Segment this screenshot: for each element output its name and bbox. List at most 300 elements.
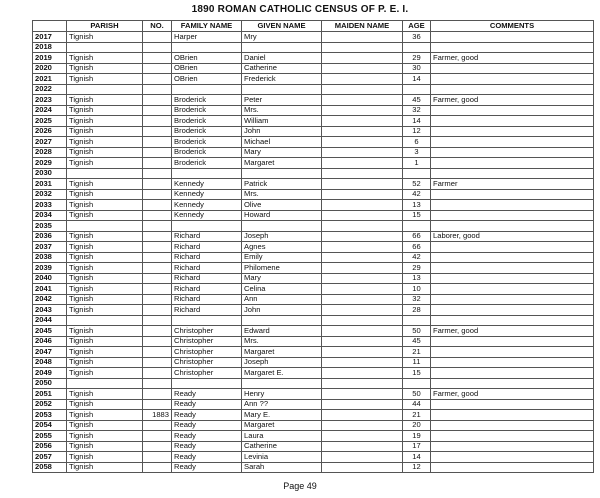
cell-parish: Tignish <box>67 305 143 316</box>
cell-no <box>143 84 172 95</box>
cell-no <box>143 441 172 452</box>
cell-family-name: Christopher <box>172 347 242 358</box>
cell-row-number: 2039 <box>33 263 67 274</box>
cell-row-number: 2045 <box>33 326 67 337</box>
cell-maiden-name <box>322 200 403 211</box>
cell-comments <box>431 42 594 53</box>
cell-row-number: 2037 <box>33 242 67 253</box>
cell-parish <box>67 378 143 389</box>
cell-family-name: Ready <box>172 462 242 473</box>
cell-row-number: 2053 <box>33 410 67 421</box>
cell-comments <box>431 305 594 316</box>
cell-row-number: 2029 <box>33 158 67 169</box>
cell-no <box>143 273 172 284</box>
cell-age: 42 <box>403 189 431 200</box>
cell-family-name: Richard <box>172 263 242 274</box>
column-header-row-number <box>33 21 67 32</box>
cell-family-name <box>172 378 242 389</box>
cell-no <box>143 420 172 431</box>
table-row <box>33 326 594 337</box>
cell-parish: Tignish <box>67 105 143 116</box>
cell-age: 30 <box>403 63 431 74</box>
cell-no <box>143 357 172 368</box>
column-header-no: NO. <box>143 21 172 32</box>
cell-comments <box>431 221 594 232</box>
cell-maiden-name <box>322 32 403 43</box>
cell-comments <box>431 357 594 368</box>
table-row <box>33 74 594 85</box>
table-row <box>33 147 594 158</box>
cell-parish: Tignish <box>67 116 143 127</box>
cell-comments <box>431 168 594 179</box>
cell-maiden-name <box>322 347 403 358</box>
document-title: 1890 ROMAN CATHOLIC CENSUS OF P. E. I. <box>191 4 409 15</box>
cell-given-name <box>242 84 322 95</box>
table-row <box>33 284 594 295</box>
cell-no <box>143 231 172 242</box>
cell-parish: Tignish <box>67 158 143 169</box>
table-row <box>33 263 594 274</box>
cell-maiden-name <box>322 336 403 347</box>
cell-age: 21 <box>403 410 431 421</box>
table-row <box>33 200 594 211</box>
cell-given-name: Mary E. <box>242 410 322 421</box>
cell-comments: Farmer, good <box>431 53 594 64</box>
table-row <box>33 399 594 410</box>
cell-parish: Tignish <box>67 242 143 253</box>
cell-comments <box>431 336 594 347</box>
cell-comments: Farmer, good <box>431 389 594 400</box>
cell-family-name: Ready <box>172 431 242 442</box>
cell-family-name: Ready <box>172 420 242 431</box>
cell-no <box>143 263 172 274</box>
cell-age: 10 <box>403 284 431 295</box>
cell-age: 15 <box>403 210 431 221</box>
cell-parish: Tignish <box>67 389 143 400</box>
table-row <box>33 231 594 242</box>
cell-parish: Tignish <box>67 126 143 137</box>
column-header-comments: COMMENTS <box>431 21 594 32</box>
cell-no <box>143 147 172 158</box>
table-row <box>33 189 594 200</box>
cell-given-name: Joseph <box>242 231 322 242</box>
cell-comments <box>431 452 594 463</box>
cell-row-number: 2038 <box>33 252 67 263</box>
cell-no: 1883 <box>143 410 172 421</box>
page-number: Page 49 <box>283 481 317 491</box>
cell-age: 29 <box>403 263 431 274</box>
cell-no <box>143 116 172 127</box>
cell-age <box>403 84 431 95</box>
cell-comments <box>431 431 594 442</box>
cell-no <box>143 126 172 137</box>
cell-maiden-name <box>322 399 403 410</box>
cell-family-name: Broderick <box>172 95 242 106</box>
cell-age: 20 <box>403 420 431 431</box>
cell-no <box>143 221 172 232</box>
cell-family-name: Kennedy <box>172 200 242 211</box>
cell-no <box>143 378 172 389</box>
cell-age: 3 <box>403 147 431 158</box>
cell-comments <box>431 263 594 274</box>
cell-parish: Tignish <box>67 410 143 421</box>
cell-row-number: 2033 <box>33 200 67 211</box>
cell-given-name: Mary <box>242 147 322 158</box>
cell-given-name: Michael <box>242 137 322 148</box>
cell-maiden-name <box>322 137 403 148</box>
cell-row-number: 2036 <box>33 231 67 242</box>
cell-given-name: Catherine <box>242 441 322 452</box>
cell-maiden-name <box>322 441 403 452</box>
cell-family-name: Broderick <box>172 105 242 116</box>
table-row <box>33 294 594 305</box>
cell-age: 45 <box>403 336 431 347</box>
census-table-body <box>33 32 594 473</box>
cell-comments <box>431 210 594 221</box>
cell-maiden-name <box>322 84 403 95</box>
table-row <box>33 137 594 148</box>
cell-given-name: Joseph <box>242 357 322 368</box>
cell-maiden-name <box>322 53 403 64</box>
cell-given-name: Edward <box>242 326 322 337</box>
cell-age: 6 <box>403 137 431 148</box>
column-header-family-name: FAMILY NAME <box>172 21 242 32</box>
table-row <box>33 32 594 43</box>
cell-parish: Tignish <box>67 231 143 242</box>
cell-comments <box>431 147 594 158</box>
cell-age: 36 <box>403 32 431 43</box>
cell-age: 15 <box>403 368 431 379</box>
cell-no <box>143 462 172 473</box>
cell-parish: Tignish <box>67 347 143 358</box>
cell-given-name: Mrs. <box>242 105 322 116</box>
cell-family-name: Broderick <box>172 116 242 127</box>
cell-no <box>143 252 172 263</box>
cell-maiden-name <box>322 410 403 421</box>
table-row <box>33 305 594 316</box>
cell-row-number: 2021 <box>33 74 67 85</box>
cell-comments <box>431 116 594 127</box>
cell-family-name: OBrien <box>172 53 242 64</box>
cell-maiden-name <box>322 315 403 326</box>
cell-row-number: 2049 <box>33 368 67 379</box>
cell-age: 14 <box>403 74 431 85</box>
cell-row-number: 2034 <box>33 210 67 221</box>
cell-age: 14 <box>403 452 431 463</box>
cell-age <box>403 42 431 53</box>
cell-comments <box>431 105 594 116</box>
cell-parish: Tignish <box>67 368 143 379</box>
cell-family-name: OBrien <box>172 74 242 85</box>
cell-no <box>143 431 172 442</box>
cell-family-name: Richard <box>172 242 242 253</box>
cell-no <box>143 95 172 106</box>
cell-parish: Tignish <box>67 189 143 200</box>
cell-no <box>143 284 172 295</box>
cell-age: 45 <box>403 95 431 106</box>
cell-given-name: John <box>242 305 322 316</box>
cell-maiden-name <box>322 431 403 442</box>
cell-maiden-name <box>322 221 403 232</box>
cell-given-name: Henry <box>242 389 322 400</box>
cell-no <box>143 42 172 53</box>
cell-family-name: Broderick <box>172 137 242 148</box>
cell-comments <box>431 462 594 473</box>
cell-age: 11 <box>403 357 431 368</box>
cell-row-number: 2022 <box>33 84 67 95</box>
cell-age: 42 <box>403 252 431 263</box>
cell-age: 12 <box>403 126 431 137</box>
cell-given-name: Levinia <box>242 452 322 463</box>
cell-no <box>143 74 172 85</box>
cell-age: 12 <box>403 462 431 473</box>
cell-parish: Tignish <box>67 252 143 263</box>
cell-family-name: Harper <box>172 32 242 43</box>
cell-row-number: 2042 <box>33 294 67 305</box>
header-row <box>33 21 594 32</box>
cell-family-name <box>172 42 242 53</box>
cell-comments <box>431 410 594 421</box>
cell-row-number: 2032 <box>33 189 67 200</box>
cell-no <box>143 32 172 43</box>
cell-parish: Tignish <box>67 326 143 337</box>
cell-parish <box>67 84 143 95</box>
cell-no <box>143 399 172 410</box>
cell-parish: Tignish <box>67 263 143 274</box>
cell-parish <box>67 168 143 179</box>
cell-given-name <box>242 42 322 53</box>
cell-parish: Tignish <box>67 32 143 43</box>
cell-maiden-name <box>322 158 403 169</box>
cell-parish: Tignish <box>67 462 143 473</box>
cell-maiden-name <box>322 210 403 221</box>
cell-row-number: 2050 <box>33 378 67 389</box>
cell-age: 17 <box>403 441 431 452</box>
cell-given-name: Mary <box>242 273 322 284</box>
cell-no <box>143 210 172 221</box>
cell-age: 19 <box>403 431 431 442</box>
cell-given-name: Frederick <box>242 74 322 85</box>
table-row <box>33 221 594 232</box>
cell-given-name: Sarah <box>242 462 322 473</box>
cell-given-name: William <box>242 116 322 127</box>
table-row <box>33 462 594 473</box>
cell-given-name: Daniel <box>242 53 322 64</box>
cell-maiden-name <box>322 462 403 473</box>
cell-row-number: 2017 <box>33 32 67 43</box>
cell-given-name: Emily <box>242 252 322 263</box>
cell-given-name: Patrick <box>242 179 322 190</box>
cell-given-name: Mrs. <box>242 336 322 347</box>
cell-comments <box>431 63 594 74</box>
cell-family-name: Richard <box>172 231 242 242</box>
cell-maiden-name <box>322 126 403 137</box>
cell-comments <box>431 189 594 200</box>
cell-comments <box>431 368 594 379</box>
cell-parish: Tignish <box>67 210 143 221</box>
cell-no <box>143 336 172 347</box>
table-row <box>33 273 594 284</box>
cell-given-name: Margaret <box>242 347 322 358</box>
cell-parish: Tignish <box>67 284 143 295</box>
cell-row-number: 2024 <box>33 105 67 116</box>
cell-given-name: Ann <box>242 294 322 305</box>
cell-comments <box>431 378 594 389</box>
cell-age: 66 <box>403 242 431 253</box>
cell-row-number: 2019 <box>33 53 67 64</box>
cell-row-number: 2041 <box>33 284 67 295</box>
cell-family-name: Ready <box>172 410 242 421</box>
table-row <box>33 63 594 74</box>
cell-no <box>143 368 172 379</box>
cell-maiden-name <box>322 378 403 389</box>
cell-age: 32 <box>403 294 431 305</box>
cell-no <box>143 105 172 116</box>
cell-maiden-name <box>322 368 403 379</box>
cell-row-number: 2058 <box>33 462 67 473</box>
cell-comments <box>431 441 594 452</box>
cell-maiden-name <box>322 420 403 431</box>
cell-parish: Tignish <box>67 53 143 64</box>
cell-row-number: 2028 <box>33 147 67 158</box>
table-row <box>33 42 594 53</box>
cell-age: 50 <box>403 389 431 400</box>
cell-family-name: Kennedy <box>172 179 242 190</box>
cell-no <box>143 452 172 463</box>
table-row <box>33 357 594 368</box>
cell-maiden-name <box>322 63 403 74</box>
table-row <box>33 420 594 431</box>
cell-age <box>403 378 431 389</box>
cell-comments <box>431 399 594 410</box>
cell-given-name: Margaret <box>242 158 322 169</box>
cell-maiden-name <box>322 389 403 400</box>
table-row <box>33 158 594 169</box>
cell-no <box>143 179 172 190</box>
cell-family-name: Richard <box>172 284 242 295</box>
cell-no <box>143 168 172 179</box>
cell-no <box>143 294 172 305</box>
cell-no <box>143 347 172 358</box>
cell-age: 44 <box>403 399 431 410</box>
cell-given-name <box>242 221 322 232</box>
cell-parish <box>67 221 143 232</box>
cell-comments <box>431 420 594 431</box>
cell-comments <box>431 126 594 137</box>
cell-given-name: Olive <box>242 200 322 211</box>
cell-given-name: Margaret <box>242 420 322 431</box>
cell-family-name: Kennedy <box>172 189 242 200</box>
cell-no <box>143 137 172 148</box>
table-row <box>33 179 594 190</box>
cell-parish: Tignish <box>67 399 143 410</box>
cell-given-name: Peter <box>242 95 322 106</box>
cell-family-name: Christopher <box>172 326 242 337</box>
cell-age: 66 <box>403 231 431 242</box>
cell-parish: Tignish <box>67 95 143 106</box>
cell-given-name: Margaret E. <box>242 368 322 379</box>
cell-comments <box>431 200 594 211</box>
cell-no <box>143 305 172 316</box>
table-row <box>33 452 594 463</box>
cell-comments: Laborer, good <box>431 231 594 242</box>
cell-parish: Tignish <box>67 441 143 452</box>
cell-given-name: John <box>242 126 322 137</box>
cell-row-number: 2052 <box>33 399 67 410</box>
cell-given-name: Celina <box>242 284 322 295</box>
table-row <box>33 368 594 379</box>
cell-maiden-name <box>322 95 403 106</box>
cell-family-name: Richard <box>172 294 242 305</box>
cell-family-name: Ready <box>172 399 242 410</box>
cell-comments <box>431 137 594 148</box>
cell-maiden-name <box>322 147 403 158</box>
cell-age: 13 <box>403 200 431 211</box>
cell-comments <box>431 252 594 263</box>
cell-maiden-name <box>322 326 403 337</box>
cell-row-number: 2030 <box>33 168 67 179</box>
cell-family-name: Christopher <box>172 357 242 368</box>
cell-no <box>143 326 172 337</box>
table-row <box>33 431 594 442</box>
cell-age <box>403 221 431 232</box>
cell-row-number: 2018 <box>33 42 67 53</box>
cell-comments <box>431 84 594 95</box>
column-header-given-name: GIVEN NAME <box>242 21 322 32</box>
table-row <box>33 378 594 389</box>
cell-row-number: 2043 <box>33 305 67 316</box>
cell-row-number: 2057 <box>33 452 67 463</box>
cell-parish: Tignish <box>67 147 143 158</box>
cell-maiden-name <box>322 284 403 295</box>
cell-family-name <box>172 315 242 326</box>
cell-given-name <box>242 168 322 179</box>
cell-parish: Tignish <box>67 137 143 148</box>
table-row <box>33 347 594 358</box>
cell-maiden-name <box>322 179 403 190</box>
column-header-maiden-name: MAIDEN NAME <box>322 21 403 32</box>
cell-comments <box>431 347 594 358</box>
cell-family-name <box>172 168 242 179</box>
cell-maiden-name <box>322 273 403 284</box>
cell-given-name <box>242 378 322 389</box>
cell-row-number: 2046 <box>33 336 67 347</box>
cell-comments: Farmer, good <box>431 95 594 106</box>
cell-family-name: Kennedy <box>172 210 242 221</box>
cell-no <box>143 53 172 64</box>
cell-family-name: Broderick <box>172 147 242 158</box>
column-header-parish: PARISH <box>67 21 143 32</box>
table-row <box>33 252 594 263</box>
cell-maiden-name <box>322 116 403 127</box>
cell-no <box>143 242 172 253</box>
cell-comments <box>431 315 594 326</box>
cell-given-name: Mrs. <box>242 189 322 200</box>
cell-row-number: 2047 <box>33 347 67 358</box>
table-row <box>33 441 594 452</box>
table-row <box>33 84 594 95</box>
cell-given-name: Agnes <box>242 242 322 253</box>
cell-family-name <box>172 221 242 232</box>
cell-family-name: Richard <box>172 305 242 316</box>
cell-age <box>403 168 431 179</box>
cell-comments: Farmer <box>431 179 594 190</box>
cell-row-number: 2054 <box>33 420 67 431</box>
cell-maiden-name <box>322 231 403 242</box>
cell-row-number: 2055 <box>33 431 67 442</box>
cell-family-name <box>172 84 242 95</box>
cell-maiden-name <box>322 189 403 200</box>
